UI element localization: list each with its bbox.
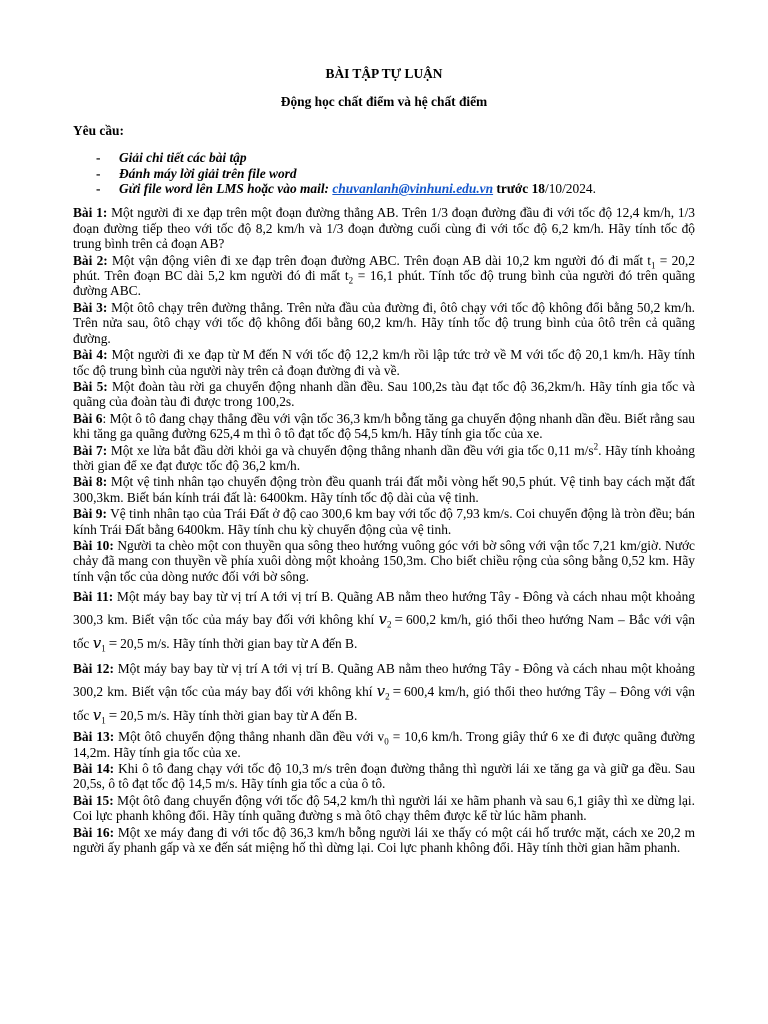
exercise-4 (73, 347, 695, 378)
requirements-list (73, 150, 695, 196)
exercise-text: Vệ tinh nhân tạo của Trái Đất ở độ cao 300,6 km bay với tốc độ 7,93 km/s. Coi chuyển động là tròn đều; bán kính Trái Đất bằng 6400km. Hãy tính chu kỳ chuyển động của vệ tinh. (73, 506, 695, 537)
exercise-13 (73, 729, 695, 760)
exercise-text: Khi ô tô đang chạy với tốc độ 10,3 m/s trên đoạn đường thẳng thì người lái xe tăng ga và giữ ga đều. Sau 20,5s, ô tô đạt tốc độ 14,5 m/s. Hãy tính gia tốc a của ô tô. (73, 761, 696, 792)
exercise-text: Một máy bay bay từ vị trí A tới vị trí B. Quãng AB nằm theo hướng Tây - Đông và cách nhau một khoảng 300,3 km. Biết vận tốc của máy bay đối với không khí (73, 589, 695, 628)
exercise-text: . Hãy tính khoảng thời gian để xe đạt được tốc độ 36,2 km/h. (73, 442, 695, 473)
exercise-10 (73, 538, 695, 584)
exercise-text: : Một ô tô đang chạy thẳng đều với vận tốc 36,3 km/h bỗng tăng ga chuyển động nhanh dần đều. Biết rằng sau khi tăng ga quãng đường 625,4 m thì ô tô đạt tốc độ 54,5 km/h. Hãy tính gia tốc của xe. (73, 410, 695, 442)
exercise-15 (73, 793, 695, 824)
exercise-text: = 10,6 km/h. Trong giây thứ 6 xe đi được quãng đường 14,2m. Hãy tính gia tốc của xe. (73, 729, 695, 760)
velocity-symbol: v (376, 682, 386, 701)
equals-sign: = (108, 636, 118, 653)
exercise-label: Bài 11: (73, 589, 114, 605)
exercise-14 (73, 761, 695, 792)
subscript: 1 (101, 715, 106, 726)
deadline-prefix: trước 18 (493, 181, 545, 197)
exercise-7 (73, 443, 695, 474)
exercise-label: Bài 4: (73, 347, 108, 363)
requirement-item (73, 166, 695, 181)
exercise-16 (73, 825, 695, 856)
subscript: 1 (101, 643, 106, 654)
exercise-text: Người ta chèo một con thuyền qua sông theo hướng vuông góc với bờ sông với vận tốc 7,21 km/giờ. Nước chảy đã mang con thuyền về phía xuôi dòng một khoảng 150,3m. Cho biết chiều rộng của sông bằng 0,52 km. Hãy tính vận tốc của dòng nước đối với bờ sông. (73, 537, 695, 584)
exercise-label: Bài 16: (73, 824, 115, 840)
exercise-12 (73, 657, 695, 728)
exercise-text: Một người đi xe đạp từ M đến N với tốc độ 12,2 km/h rồi lập tức trở về M với tốc độ 20,1 km/h. Hãy tính tốc độ trung bình của người này trên cả đoạn đường đi và về. (73, 347, 695, 378)
subscript: 2 (385, 691, 390, 702)
exercise-5 (73, 379, 695, 410)
submit-text: Gửi file word lên LMS hoặc vào mail: (119, 181, 333, 197)
exercise-text: Một ôtô chạy trên đường thẳng. Trên nửa đầu của đường đi, ôtô chạy với tốc độ không đổi bằng 50,2 km/h. Trên nửa sau, ôtô chạy với tốc độ không đổi bằng 60,2 km/h. Hãy tính tốc độ trung bình của ôtô trên cả quãng đường. (73, 299, 696, 346)
exercise-1 (73, 205, 695, 251)
exercise-label: Bài 5: (73, 378, 108, 394)
requirement-item-submit (73, 181, 695, 196)
exercise-8 (73, 474, 695, 505)
exercise-6 (73, 411, 695, 442)
document-page (73, 66, 695, 856)
velocity-symbol: v (92, 634, 102, 653)
requirement-text: Giải chi tiết các bài tập (119, 150, 247, 166)
email-link[interactable]: chuvanlanh@vinhuni.edu.vn (332, 181, 494, 197)
equals-sign: = (392, 684, 402, 701)
exercise-label: Bài 1: (73, 205, 108, 221)
subscript: 1 (651, 260, 656, 271)
exercise-2 (73, 253, 695, 299)
exercise-text: 20,5 m/s. Hãy tính thời gian bay từ A đến B. (120, 708, 358, 724)
exercise-text: 600,2 km/h, gió thổi theo hướng Nam – Bắc với vận tốc (73, 612, 695, 652)
subscript: 2 (348, 275, 354, 286)
superscript: 2 (593, 441, 599, 452)
list-dash: - (96, 165, 101, 181)
exercise-text: Một người đi xe đạp trên một đoạn đường thẳng AB. Trên 1/3 đoạn đường đầu đi với tốc độ 12,4 km/h, 1/3 đoạn đường tiếp theo với tốc độ 8,2 km/h và 1/3 đoạn đường cuối cùng đi với tốc độ 6,2 km/h. Hãy tính tốc độ trung bình trên cả đoạn AB? (73, 205, 695, 252)
exercise-label: Bài 10: (73, 537, 114, 553)
requirement-item (73, 150, 695, 165)
exercise-text: Một xe lửa bắt đầu dời khỏi ga và chuyển động thẳng nhanh dần đều với gia tốc 0,11 m/s (107, 442, 594, 458)
subscript: 2 (386, 619, 392, 630)
exercise-text: = 20,2 phút. Trên đoạn BC dài 5,2 km người đó đi mất t (73, 252, 696, 284)
exercise-text: Một ôtô chuyển động thẳng nhanh dần đều với v (114, 729, 385, 745)
requirement-text (119, 181, 695, 196)
exercise-label: Bài 6 (73, 410, 103, 426)
exercise-label: Bài 13: (73, 729, 115, 745)
velocity-symbol: v (378, 610, 387, 629)
exercise-label: Bài 2: (73, 252, 108, 268)
list-dash: - (96, 150, 101, 166)
list-dash: - (96, 181, 101, 197)
exercise-9 (73, 506, 695, 537)
exercise-label: Bài 12: (73, 661, 114, 677)
exercise-label: Bài 14: (73, 761, 115, 776)
exercise-text: 20,5 m/s. Hãy tính thời gian bay từ A đến B. (120, 636, 358, 652)
exercise-3 (73, 300, 695, 346)
velocity-symbol: v (92, 706, 102, 725)
exercise-11 (73, 585, 695, 656)
exercise-text: Một vệ tinh nhân tạo chuyển động tròn đều quanh trái đất mỗi vòng hết 90,5 phút. Vệ tinh bay cách mặt đất 300,3km. Biết bán kính trái đất là: 6400km. Hãy tính tốc độ dài của vệ tinh. (73, 474, 695, 505)
exercise-list (73, 205, 695, 855)
requirement-text: Đánh máy lời giải trên file word (119, 165, 297, 181)
exercise-text: Một máy bay bay từ vị trí A tới vị trí B. Quãng AB nằm theo hướng Tây - Đông và cách nhau một khoảng 300,2 km. Biết vận tốc của máy bay đối với không khí (73, 661, 696, 700)
document-title: BÀI TẬP TỰ LUẬN (325, 66, 443, 81)
deadline-date: /10/2024. (544, 181, 596, 197)
exercise-label: Bài 9: (73, 506, 107, 522)
exercise-text: Một xe máy đang đi với tốc độ 36,3 km/h bỗng người lái xe thấy có một cái hố trước mặt, cách xe 20,2 m người ấy phanh gấp và xe đến sát miệng hố thì dừng lại. Coi lực phanh không đổi. Hãy tính thời gian hãm phanh. (73, 824, 695, 856)
exercise-label: Bài 15: (73, 792, 114, 808)
exercise-text: 600,4 km/h, gió thổi theo hướng Tây – Đông với vận tốc (73, 684, 695, 724)
exercise-label: Bài 8: (73, 474, 108, 490)
subscript: 0 (384, 736, 389, 747)
exercise-text: Một vận động viên đi xe đạp trên đoạn đường ABC. Trên đoạn AB dài 10,2 km người đó đi mất t (107, 252, 652, 268)
exercise-text: = 16,1 phút. Tính tốc độ trung bình của người đó trên quãng đường ABC. (73, 268, 695, 299)
exercise-label: Bài 3: (73, 299, 108, 315)
exercise-label: Bài 7: (73, 442, 108, 458)
document-subtitle: Động học chất điểm và hệ chất điểm (280, 94, 488, 110)
equals-sign: = (394, 612, 403, 629)
exercise-text: Một ôtô đang chuyển động với tốc độ 54,2 km/h thì người lái xe hãm phanh và sau 6,1 giây thì xe dừng lại. Coi lực phanh không đổi. Hãy tính quãng đường s mà ôtô chạy thêm được kể từ lúc hãm phanh. (73, 792, 695, 824)
equals-sign: = (108, 708, 118, 725)
exercise-text: Một đoàn tàu rời ga chuyển động nhanh dần đều. Sau 100,2s tàu đạt tốc độ 36,2km/h. Hãy tính gia tốc và quãng của đoàn tàu đi được trong 100,2s. (73, 378, 695, 410)
requirements-heading: Yêu cầu: (73, 122, 124, 138)
